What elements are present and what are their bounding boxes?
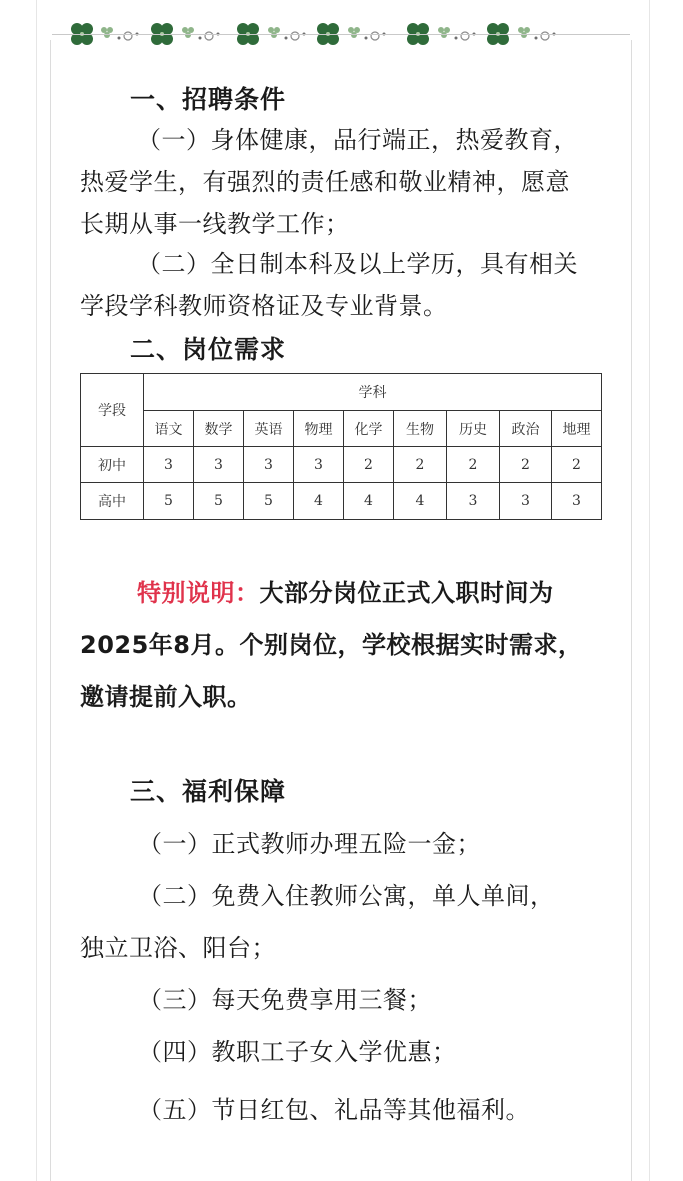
section-title-recruitment-conditions: 一、招聘条件: [130, 85, 287, 114]
stage-cell: 初中: [81, 447, 144, 483]
table-row: [81, 447, 602, 483]
value-cell: 2: [394, 447, 447, 483]
frame-line-left: [50, 40, 51, 1181]
stage-cell: 高中: [81, 483, 144, 520]
benefit-item: （五）节日红包、礼品等其他福利。: [138, 1096, 530, 1124]
condition-1-text: （一）身体健康，品行端正，热爱教育，热爱学生，有强烈的责任感和敬业精神，愿意长期从事一线教学工作；: [80, 126, 578, 238]
value-cell: 4: [394, 483, 447, 520]
subject-header: 历史: [447, 411, 500, 447]
value-cell: 2: [447, 447, 500, 483]
value-cell: 3: [144, 447, 194, 483]
subject-header: 化学: [344, 411, 394, 447]
benefit-item: （一）正式教师办理五险一金；: [138, 830, 481, 858]
value-cell: 3: [294, 447, 344, 483]
value-cell: 2: [552, 447, 602, 483]
value-cell: 3: [552, 483, 602, 520]
subject-header: 语文: [144, 411, 194, 447]
clover-border: [52, 14, 630, 54]
benefit-item: （二）免费入住教师公寓，单人单间，: [138, 882, 555, 910]
position-demand-table: [80, 373, 602, 520]
subject-header: 生物: [394, 411, 447, 447]
special-notice-label: 特别说明：: [137, 579, 260, 607]
value-cell: 4: [294, 483, 344, 520]
section-title-benefits: 三、福利保障: [130, 777, 287, 806]
value-cell: 3: [500, 483, 552, 520]
value-cell: 3: [447, 483, 500, 520]
value-cell: 5: [194, 483, 244, 520]
frame-line-right: [631, 40, 632, 1181]
table-header-stage: 学段: [81, 374, 144, 447]
subject-header: 政治: [500, 411, 552, 447]
condition-2-text: （二）全日制本科及以上学历，具有相关学段学科教师资格证及专业背景。: [80, 250, 578, 320]
subject-header: 英语: [244, 411, 294, 447]
benefit-item: （三）每天免费享用三餐；: [138, 986, 432, 1014]
value-cell: 2: [344, 447, 394, 483]
value-cell: 3: [194, 447, 244, 483]
subject-header: 地理: [552, 411, 602, 447]
benefit-item-continued: 独立卫浴、阳台；: [80, 934, 276, 962]
subject-header: 物理: [294, 411, 344, 447]
value-cell: 4: [344, 483, 394, 520]
table-row: [81, 483, 602, 520]
table-header-subject-group: 学科: [144, 374, 602, 411]
value-cell: 5: [244, 483, 294, 520]
value-cell: 5: [144, 483, 194, 520]
special-notice: [80, 567, 600, 723]
value-cell: 2: [500, 447, 552, 483]
subject-header: 数学: [194, 411, 244, 447]
benefit-item: （四）教职工子女入学优惠；: [138, 1038, 457, 1066]
special-notice-text: 大部分岗位正式入职时间为2025年8月。个别岗位，学校根据实时需求，邀请提前入职。: [80, 579, 583, 711]
value-cell: 3: [244, 447, 294, 483]
section-title-position-demand: 二、岗位需求: [130, 335, 287, 364]
